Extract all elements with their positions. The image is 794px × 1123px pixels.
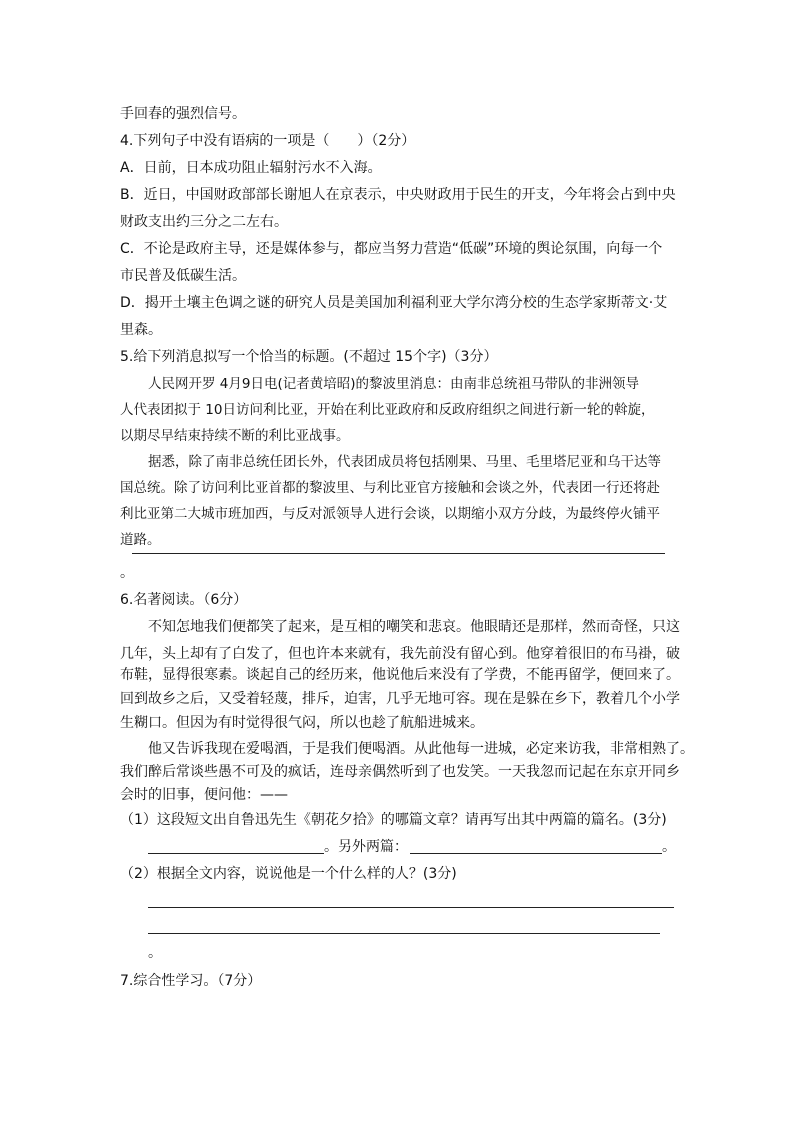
q4-option-c-line2: 市民普及低碳生活。 <box>120 268 246 284</box>
q5-para1-line1: 人民网开罗 4月9日电(记者黄培昭)的黎波里消息：由南非总统祖马带队的非洲领导 <box>148 376 640 392</box>
q6-sub1-blank-title[interactable] <box>148 853 324 854</box>
q5-para2-line1: 据悉，除了南非总统任团长外，代表团成员将包括刚果、马里、毛里塔尼亚和乌干达等 <box>148 454 661 470</box>
q5-para1-line3: 以期尽早结束持续不断的利比亚战事。 <box>120 428 350 444</box>
q6-sub1-question: （1）这段短文出自鲁迅先生《朝花夕拾》的哪篇文章？请再写出其中两篇的篇名。(3分) <box>120 812 667 828</box>
q5-title: 5.给下列消息拟写一个恰当的标题。(不超过 15个字)（3分） <box>120 349 498 365</box>
q5-para2-line3: 利比亚第二大城市班加西，与反对派领导人进行会谈，以期缩小双方分歧，为最终停火铺平 <box>120 506 660 522</box>
q4-title: 4.下列句子中没有语病的一项是（ ）（2分） <box>120 133 416 149</box>
q4-option-b-line1: B．近日，中国财政部部长谢旭人在京表示，中央财政用于民生的开支，今年将会占到中央 <box>120 187 676 203</box>
q6-para2-line1: 他又告诉我现在爱喝酒，于是我们便喝酒。从此他每一进城，必定来访我，非常相熟了。 <box>148 741 694 757</box>
q6-para2-line2: 我们醉后常谈些愚不可及的疯话，连母亲偶然听到了也发笑。一天我忽而记起在东京开同乡 <box>120 764 680 780</box>
q4-option-c-line1: C．不论是政府主导，还是媒体参与，都应当努力营造“低碳”环境的舆论氛围，向每一个 <box>120 241 663 257</box>
q6-sub2-end: 。 <box>148 945 162 961</box>
q6-sub2-blank-line2[interactable] <box>148 933 660 934</box>
q6-title: 6.名著阅读。（6分） <box>120 592 248 608</box>
q4-option-b-line2: 财政支出约三分之二左右。 <box>120 214 288 230</box>
q6-sub1-end: 。 <box>662 839 676 855</box>
q5-answer-end: 。 <box>120 565 134 581</box>
q4-option-d-line2: 里森。 <box>120 322 162 338</box>
q6-sub2-question: （2）根据全文内容，说说他是一个什么样的人？(3分) <box>120 866 457 882</box>
q3-tail-text: 手回春的强烈信号。 <box>120 106 246 122</box>
q6-sub2-blank-line1[interactable] <box>148 907 674 908</box>
q5-answer-blank[interactable] <box>132 553 665 554</box>
q6-para1-line4: 回到故乡之后，又受着轻蔑，排斥，迫害，几乎无地可容。现在是躲在乡下，教着几个小学 <box>120 691 680 707</box>
q6-para2-line3: 会时的旧事，便问他：—— <box>120 787 288 803</box>
q4-option-d-line1: D．揭开土壤主色调之谜的研究人员是美国加利福利亚大学尔湾分校的生态学家斯蒂文·艾 <box>120 295 668 311</box>
q5-para2-line2: 国总统。除了访问利比亚首都的黎波里、与利比亚官方接触和会谈之外，代表团一行还将赴 <box>120 480 660 496</box>
q6-para1-line2: 几年，头上却有了白发了，但也许本来就有，我先前没有留心到。他穿着很旧的布马褂，破 <box>120 646 680 662</box>
q6-para1-line1: 不知怎地我们便都笑了起来，是互相的嘲笑和悲哀。他眼睛还是那样，然而奇怪，只这 <box>148 619 680 635</box>
q5-para2-line4: 道路。 <box>120 532 161 548</box>
q6-sub1-mid-text: 。另外两篇： <box>324 839 408 855</box>
q5-para1-line2: 人代表团拟于 10日访问利比亚，开始在利比亚政府和反政府组织之间进行新一轮的斡旋， <box>120 402 655 418</box>
q7-title: 7.综合性学习。（7分） <box>120 973 262 989</box>
q6-para1-line5: 生糊口。但因为有时觉得很气闷，所以也趁了航船进城来。 <box>120 715 484 731</box>
q6-para1-line3: 布鞋，显得很寒素。谈起自己的经历来，他说他后来没有了学费，不能再留学，便回来了。 <box>120 667 680 683</box>
q6-sub1-blank-others[interactable] <box>410 853 662 854</box>
q4-option-a: A．日前，日本成功阻止辐射污水不入海。 <box>120 160 382 176</box>
